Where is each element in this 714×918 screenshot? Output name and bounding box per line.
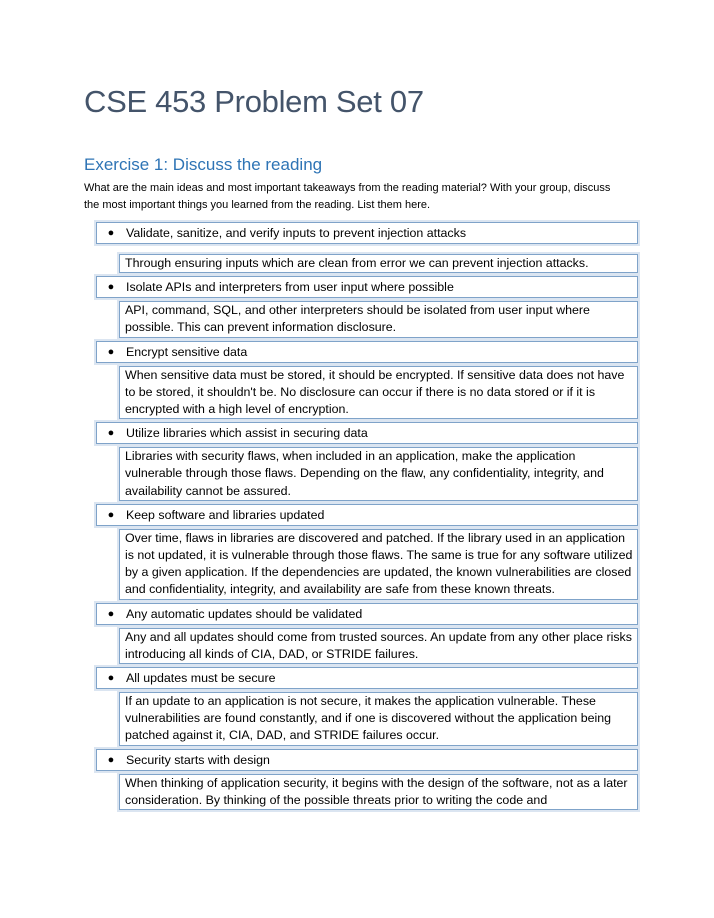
bullet-icon: ● xyxy=(107,672,115,685)
bullet-label: Encrypt sensitive data xyxy=(126,344,248,359)
answer-text-box[interactable] xyxy=(119,301,638,337)
answer-text-box[interactable] xyxy=(119,692,638,746)
answer-text-box[interactable] xyxy=(119,447,638,501)
answer-text: When thinking of application security, it begins with the design of the software, not as a later consideration. By thinking of the possible threats prior to writing the code and xyxy=(125,775,628,807)
bullet-text-box[interactable] xyxy=(96,504,638,526)
list-item xyxy=(96,667,638,746)
bullet-label: Any automatic updates should be validated xyxy=(126,606,363,621)
list-item xyxy=(96,749,638,810)
bullet-label: Isolate APIs and interpreters from user input where possible xyxy=(126,280,454,295)
section-heading: Exercise 1: Discuss the reading xyxy=(84,155,323,174)
bullet-label: All updates must be secure xyxy=(126,671,276,686)
intro-paragraph: What are the main ideas and most important takeaways from the reading material? With your group, discuss the most important things you learned from the reading. List them here. xyxy=(84,182,611,211)
bullet-label: Keep software and libraries updated xyxy=(126,507,325,522)
list-item xyxy=(96,341,638,420)
bullet-text-box[interactable] xyxy=(96,422,638,444)
bullet-icon: ● xyxy=(107,281,115,294)
bullet-label: Utilize libraries which assist in securing data xyxy=(126,426,368,441)
answer-text-box[interactable] xyxy=(119,529,638,600)
list-item xyxy=(96,504,638,600)
document-title: CSE 453 Problem Set 07 xyxy=(84,84,424,119)
answer-text: Through ensuring inputs which are clean from error we can prevent injection attacks. xyxy=(125,256,589,270)
answer-text-box[interactable] xyxy=(119,254,638,273)
bullet-text-box[interactable] xyxy=(96,667,638,689)
bullet-text-box[interactable] xyxy=(96,603,638,625)
bullet-text-box[interactable] xyxy=(96,276,638,298)
bullet-icon: ● xyxy=(107,508,115,521)
bullet-text-box[interactable] xyxy=(96,341,638,363)
answer-text: Libraries with security flaws, when included in an application, make the application vulnerable through those flaws. Depending on the flaw, any confidentiality, integrity, and availability cannot be assured. xyxy=(125,449,604,498)
bullet-label: Validate, sanitize, and verify inputs to prevent injection attacks xyxy=(126,226,467,240)
takeaways-list xyxy=(96,222,638,810)
bullet-icon: ● xyxy=(107,345,115,358)
bullet-icon: ● xyxy=(107,227,115,239)
bullet-icon: ● xyxy=(107,753,115,766)
bullet-icon: ● xyxy=(107,427,115,440)
answer-text: If an update to an application is not secure, it makes the application vulnerable. These vulnerabilities are found constantly, and if one is discovered without the application being patched against it, CIA, DAD, and STRIDE failures occur. xyxy=(125,694,612,743)
answer-text: When sensitive data must be stored, it should be encrypted. If sensitive data does not have to be stored, it shouldn't be. No disclosure can occur if there is no data stored or if it is encrypted with a high level of encryption. xyxy=(125,367,625,417)
answer-text: Any and all updates should come from trusted sources. An update from any other place risks introducing all kinds of CIA, DAD, or STRIDE failures. xyxy=(125,629,632,661)
bullet-icon: ● xyxy=(107,607,115,620)
answer-text: API, command, SQL, and other interpreters should be isolated from user input where possible. This can prevent information disclosure. xyxy=(125,303,590,335)
list-item xyxy=(96,222,638,273)
answer-text-box[interactable] xyxy=(119,366,638,420)
bullet-text-box[interactable] xyxy=(96,749,638,771)
list-item xyxy=(96,276,638,337)
list-item xyxy=(96,422,638,501)
answer-text-box[interactable] xyxy=(119,628,638,664)
bullet-text-box[interactable] xyxy=(96,222,638,244)
answer-text: Over time, flaws in libraries are discovered and patched. If the library used in an application is not updated, it is vulnerable through those flaws. The same is true for any software utilized by a given application. If the dependencies are updated, the known vulnerabilities are closed and confidentiality, integrity, and availability are safe from these known threats. xyxy=(125,530,633,597)
bullet-label: Security starts with design xyxy=(126,752,270,767)
list-item xyxy=(96,603,638,664)
answer-text-box[interactable] xyxy=(119,774,638,810)
